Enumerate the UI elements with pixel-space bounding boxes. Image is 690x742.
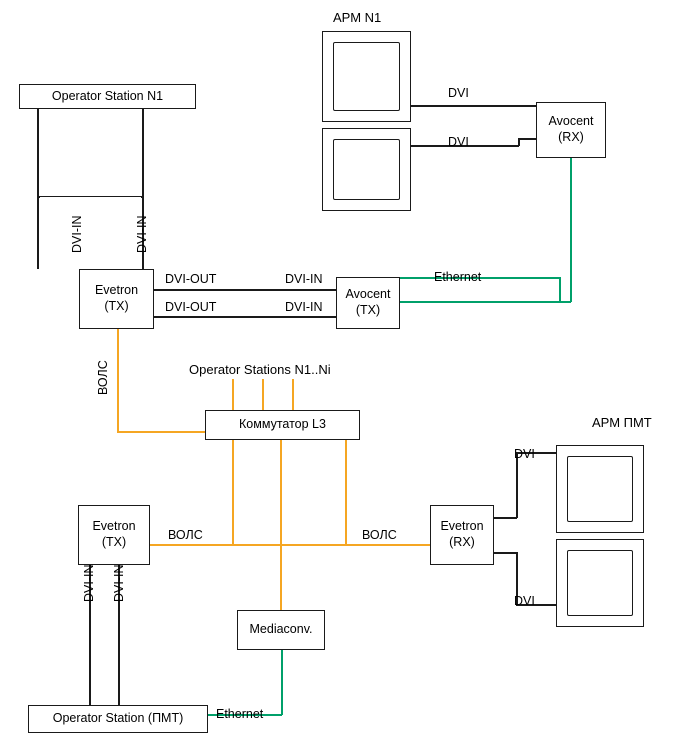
node-label-line2: (TX) bbox=[355, 303, 381, 317]
node-label: Коммутатор L3 bbox=[239, 417, 326, 432]
node-label-line2: (TX) bbox=[104, 299, 129, 313]
node-switch-l3 bbox=[205, 410, 360, 440]
node-label-line2: (RX) bbox=[449, 535, 475, 549]
edge-label-dvi-out-2: DVI-OUT bbox=[165, 300, 217, 314]
node-evetron-rx bbox=[430, 505, 494, 565]
edge-ethernet-branch-vertical bbox=[559, 277, 561, 302]
edge-dvi-monitor1-avocentrx bbox=[411, 105, 536, 107]
title-arm-pmt: АРМ ПМТ bbox=[592, 415, 652, 430]
edge-vols-bottom-bus bbox=[150, 544, 430, 546]
node-operator-station-pmt bbox=[28, 705, 208, 733]
node-label-line1: Evetron bbox=[440, 519, 484, 534]
node-avocent-tx bbox=[336, 277, 400, 329]
edge-label-dvi-in-4: DVI-IN bbox=[285, 300, 323, 314]
edge-dvi-pmt-1-vertical bbox=[516, 452, 518, 518]
monitor-screen bbox=[333, 139, 400, 200]
monitor-arm-n1-bottom bbox=[322, 128, 411, 211]
edge-station-tick-1 bbox=[232, 379, 234, 411]
edge-label-dvi-pmt-1: DVI bbox=[514, 447, 535, 461]
edge-station-tick-2 bbox=[262, 379, 264, 411]
edge-label-ethernet-bottom: Ethernet bbox=[216, 707, 264, 721]
monitor-arm-pmt-top bbox=[556, 445, 644, 533]
edge-vols-switch-left-vertical bbox=[232, 440, 234, 545]
monitor-screen bbox=[333, 42, 400, 111]
edge-dvi-in-1-vertical bbox=[37, 109, 39, 269]
node-avocent-rx bbox=[536, 102, 606, 158]
monitor-screen bbox=[567, 550, 633, 616]
edge-label-dvi-pmt-2: DVI bbox=[514, 594, 535, 608]
monitor-screen bbox=[567, 456, 633, 522]
edge-label-vols-right: ВОЛС bbox=[362, 528, 397, 542]
node-label: Operator Station N1 bbox=[51, 88, 164, 103]
edge-vols-top-vertical bbox=[117, 329, 119, 432]
node-label-line1: Avocent bbox=[548, 114, 594, 129]
monitor-arm-n1-top bbox=[322, 31, 411, 122]
edge-ethernet-mediaconv-vertical bbox=[281, 650, 283, 715]
edge-label-dvi-top-2: DVI bbox=[448, 135, 469, 149]
edge-ethernet-avocenttx-horizontal bbox=[400, 301, 571, 303]
node-label-line1: Evetron bbox=[92, 519, 136, 534]
edge-label-dvi-top-1: DVI bbox=[448, 86, 469, 100]
title-operator-stations-group: Operator Stations N1..Ni bbox=[189, 362, 331, 377]
monitor-arm-pmt-bottom bbox=[556, 539, 644, 627]
edge-station-tick-3 bbox=[292, 379, 294, 411]
edge-label-vols-top: ВОЛС bbox=[96, 360, 110, 395]
edge-dviout2-dviin4 bbox=[154, 316, 336, 318]
edge-ethernet-avocentrx-vertical bbox=[570, 158, 572, 302]
node-evetron-tx-bottom bbox=[78, 505, 150, 565]
node-evetron-tx-top bbox=[79, 269, 154, 329]
edge-label-dvi-in-5: DVI-IN bbox=[82, 564, 96, 602]
edge-vols-switch-center-vertical bbox=[280, 440, 282, 610]
mask-operator-n1 bbox=[40, 197, 141, 269]
node-label-line1: Avocent bbox=[345, 287, 391, 302]
edge-label-dvi-in-6: DVI-IN bbox=[112, 564, 126, 602]
node-label: Mediaconv. bbox=[249, 622, 313, 637]
edge-vols-switch-right-vertical bbox=[345, 440, 347, 545]
edge-label-dvi-out-1: DVI-OUT bbox=[165, 272, 217, 286]
node-label-line2: (TX) bbox=[101, 535, 127, 549]
node-label: Operator Station (ПМТ) bbox=[52, 711, 184, 726]
edge-label-dvi-in-2: DVI-IN bbox=[135, 215, 149, 253]
node-label-line1: Evetron bbox=[94, 283, 139, 298]
edge-dvi-pmt-1-link bbox=[494, 517, 517, 519]
edge-dvi-monitor2-segment-h2 bbox=[518, 138, 538, 140]
node-operator-station-n1 bbox=[19, 84, 196, 109]
edge-label-dvi-in-1: DVI-IN bbox=[70, 215, 84, 253]
edge-vols-top-horizontal bbox=[117, 431, 205, 433]
title-arm-n1: АРМ N1 bbox=[333, 10, 382, 25]
edge-label-ethernet-top: Ethernet bbox=[434, 270, 482, 284]
edge-label-dvi-in-3: DVI-IN bbox=[285, 272, 323, 286]
edge-label-vols-left: ВОЛС bbox=[168, 528, 203, 542]
edge-dviout1-dviin3 bbox=[154, 289, 336, 291]
node-mediaconv bbox=[237, 610, 325, 650]
node-label-line2: (RX) bbox=[558, 130, 584, 144]
edge-dvi-pmt-2-link bbox=[494, 552, 517, 554]
